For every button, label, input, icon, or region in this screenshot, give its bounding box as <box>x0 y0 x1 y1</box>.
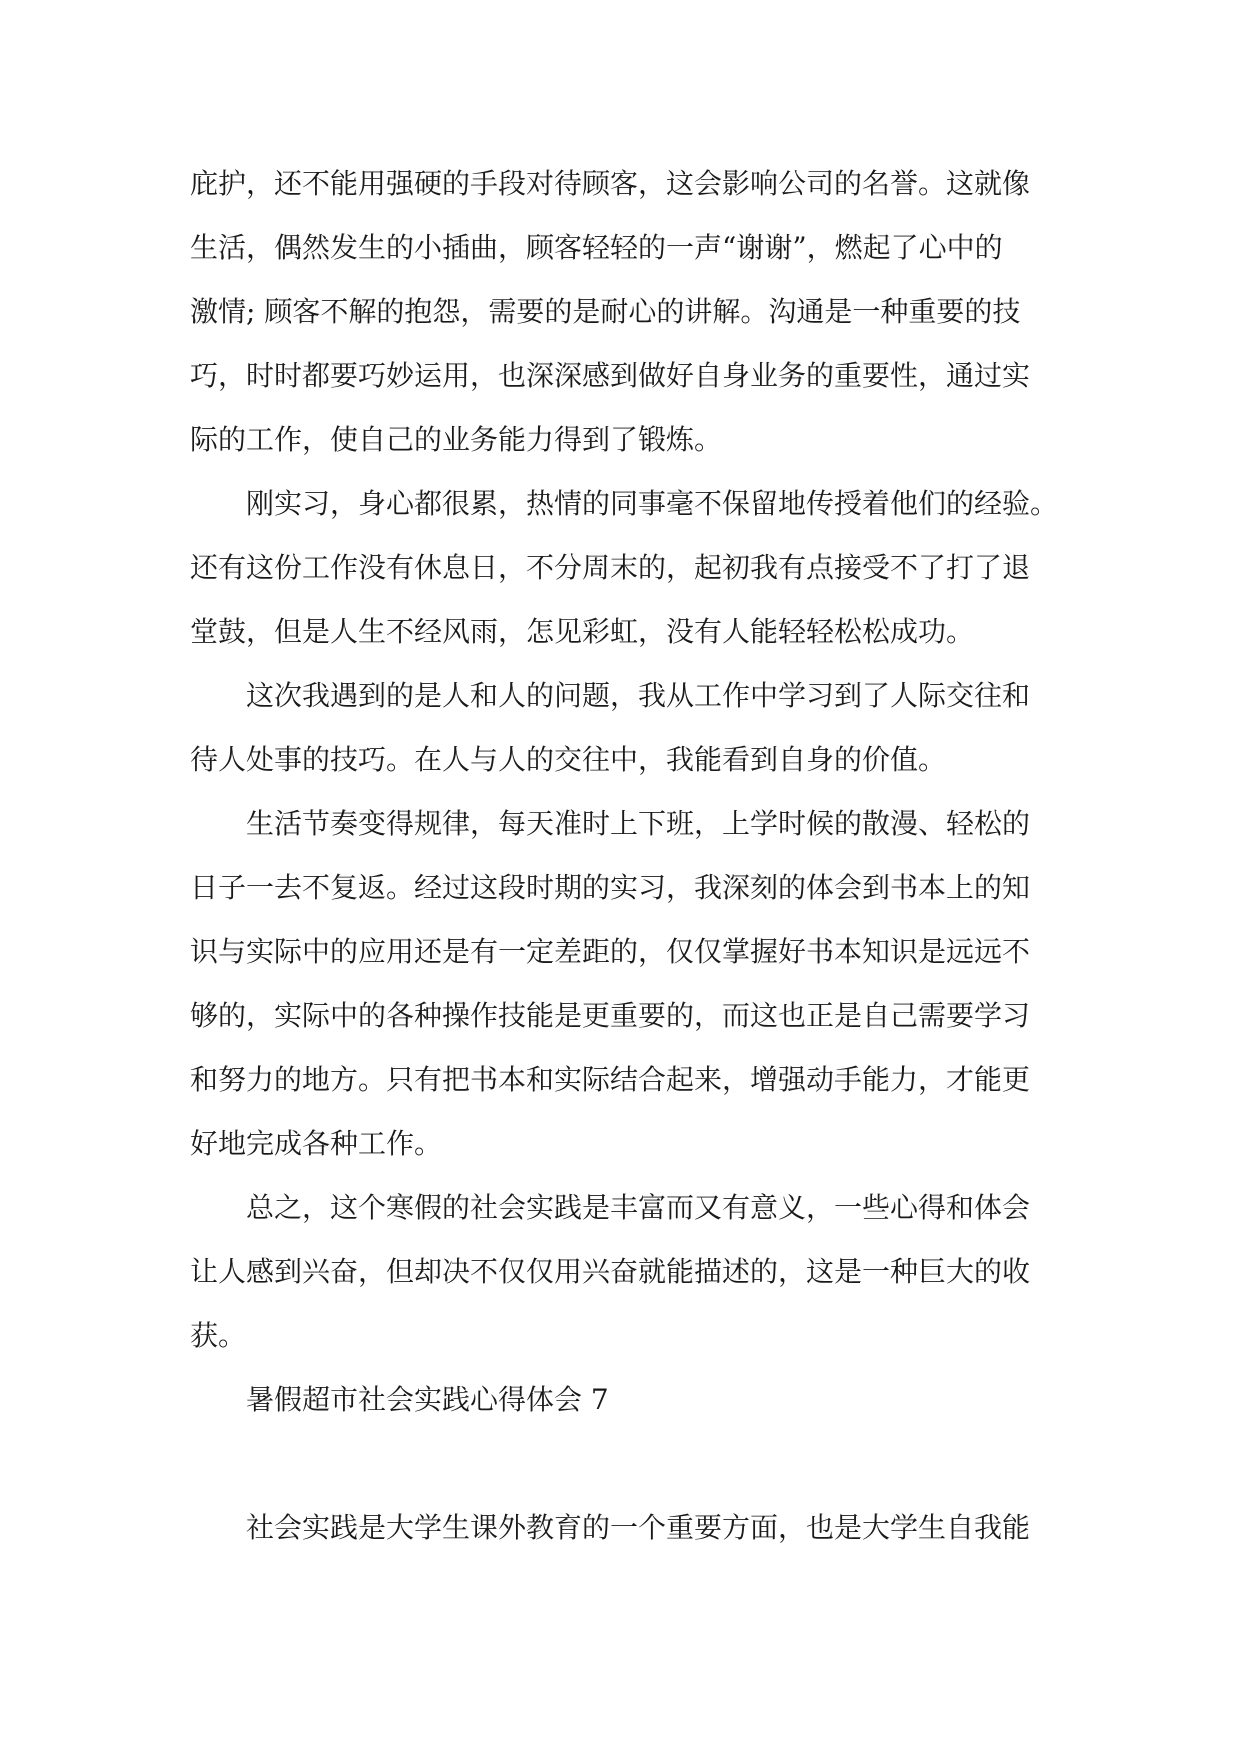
text-line: 刚实习，身心都很累，热情的同事毫不保留地传授着他们的经验。 <box>246 487 1059 520</box>
paragraph-2 <box>190 472 1058 664</box>
paragraph-5 <box>190 1176 1058 1368</box>
text-line: 够的，实际中的各种操作技能是更重要的，而这也正是自己需要学习 <box>190 999 1031 1032</box>
text-line: 日子一去不复返。经过这段时期的实习，我深刻的体会到书本上的知 <box>190 871 1031 904</box>
paragraph-6 <box>190 1496 1058 1560</box>
paragraph-3 <box>190 664 1058 792</box>
text-line: 让人感到兴奋，但却决不仅仅用兴奋就能描述的，这是一种巨大的收 <box>190 1255 1031 1288</box>
document-body <box>190 152 1058 1560</box>
text-line: 庇护，还不能用强硬的手段对待顾客，这会影响公司的名誉。这就像 <box>190 167 1031 200</box>
text-line: 识与实际中的应用还是有一定差距的，仅仅掌握好书本知识是远远不 <box>190 935 1031 968</box>
text-line: 和努力的地方。只有把书本和实际结合起来，增强动手能力，才能更 <box>190 1063 1031 1096</box>
text-line: 堂鼓，但是人生不经风雨，怎见彩虹，没有人能轻轻松松成功。 <box>190 615 975 648</box>
section-heading: 暑假超市社会实践心得体会 7 <box>246 1383 609 1416</box>
text-line: 生活节奏变得规律，每天准时上下班，上学时候的散漫、轻松的 <box>246 807 1031 840</box>
text-line: 生活，偶然发生的小插曲，顾客轻轻的一声“谢谢”，燃起了心中的 <box>190 231 1003 264</box>
text-line: 总之，这个寒假的社会实践是丰富而又有意义，一些心得和体会 <box>246 1191 1031 1224</box>
text-line: 巧，时时都要巧妙运用，也深深感到做好自身业务的重要性，通过实 <box>190 359 1031 392</box>
blank-gap <box>190 1432 1058 1496</box>
text-line: 这次我遇到的是人和人的问题，我从工作中学习到了人际交往和 <box>246 679 1031 712</box>
text-line: 社会实践是大学生课外教育的一个重要方面，也是大学生自我能 <box>246 1511 1031 1544</box>
text-line: 获。 <box>190 1319 247 1352</box>
text-line: 还有这份工作没有休息日，不分周末的，起初我有点接受不了打了退 <box>190 551 1031 584</box>
paragraph-1 <box>190 152 1058 472</box>
text-line: 激情; 顾客不解的抱怨，需要的是耐心的讲解。沟通是一种重要的技 <box>190 295 1021 328</box>
text-line: 待人处事的技巧。在人与人的交往中，我能看到自身的价值。 <box>190 743 947 776</box>
text-line: 际的工作，使自己的业务能力得到了锻炼。 <box>190 423 723 456</box>
paragraph-4 <box>190 792 1058 1176</box>
text-line: 好地完成各种工作。 <box>190 1127 443 1160</box>
